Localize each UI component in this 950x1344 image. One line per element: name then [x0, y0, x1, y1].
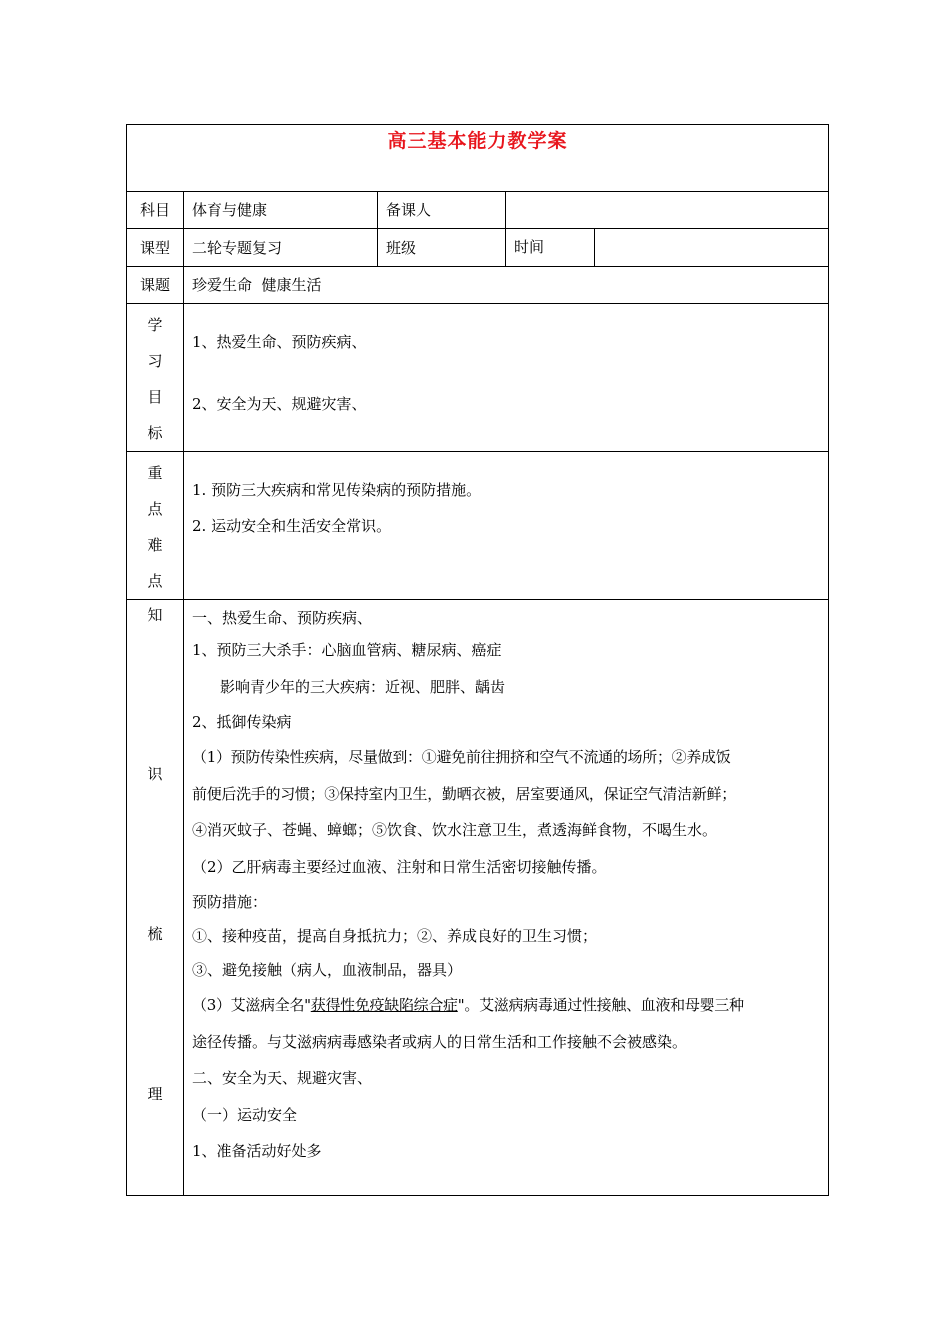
knowledge-line: ①、接种疫苗，提高自身抵抗力；②、养成良好的卫生习惯； [192, 927, 598, 945]
knowledge-line: 1、准备活动好处多 [192, 1142, 322, 1160]
knowledge-line: ③、避免接触（病人，血液制品，器具） [192, 961, 463, 979]
knowledge-line [192, 987, 820, 1024]
knowledge-label-char: 知 [147, 606, 163, 624]
time-split-cell [506, 229, 595, 267]
keypoints-label [127, 452, 184, 600]
knowledge-line: 二、安全为天、规避灾害、 [192, 1069, 373, 1087]
goals-label-char: 标 [147, 424, 163, 442]
topic-label: 课题 [127, 267, 184, 304]
keypoints-label-char: 重 [147, 464, 163, 482]
class-label: 班级 [378, 229, 506, 267]
goals-content [184, 304, 829, 452]
keypoints-label-char: 点 [147, 572, 163, 590]
type-label: 课型 [127, 229, 184, 267]
type-value: 二轮专题复习 [184, 229, 378, 267]
preparer-value [506, 192, 829, 229]
knowledge-label-char: 理 [147, 1085, 163, 1103]
knowledge-label [127, 600, 184, 1196]
aids-full-name: 获得性免疫缺陷综合症 [310, 996, 458, 1014]
knowledge-line: 影响青少年的三大疾病：近视、肥胖、龋齿 [220, 677, 506, 696]
knowledge-line: （一）运动安全 [192, 1105, 298, 1124]
keypoints-label-char: 点 [147, 500, 163, 518]
topic-value: 珍爱生命 健康生活 [184, 267, 829, 304]
goal-item: 1、热爱生命、预防疾病、 [192, 333, 367, 351]
subject-value: 体育与健康 [184, 192, 378, 229]
keypoint-item: 1. 预防三大疾病和常见传染病的预防措施。 [192, 481, 482, 499]
knowledge-line: 1、预防三大杀手：心脑血管病、糖尿病、癌症 [192, 641, 502, 659]
goal-item: 2、安全为天、规避灾害、 [192, 395, 367, 413]
time-value [595, 229, 829, 267]
knowledge-label-char: 梳 [147, 925, 163, 943]
knowledge-content [184, 600, 829, 1196]
page-title: 高三基本能力教学案 [387, 130, 568, 152]
goals-label-char: 学 [147, 316, 163, 334]
knowledge-line: 预防措施： [192, 893, 268, 911]
knowledge-line: ④消灭蚊子、苍蝇、蟑螂；⑤饮食、饮水注意卫生，煮透海鲜食物，不喝生水。 [192, 821, 718, 839]
lesson-plan-table [126, 124, 829, 1196]
knowledge-line: 途径传播。与艾滋病病毒感染者或病人的日常生活和工作接触不会被感染。 [192, 1032, 688, 1051]
knowledge-label-char: 识 [147, 765, 163, 783]
knowledge-line: （2）乙肝病毒主要经过血液、注射和日常生活密切接触传播。 [192, 857, 607, 876]
title-cell [127, 125, 829, 192]
time-label: 时间 [514, 238, 545, 256]
knowledge-line: 2、抵御传染病 [192, 713, 292, 731]
knowledge-line: 一、热爱生命、预防疾病、 [192, 609, 373, 627]
keypoints-content [184, 452, 829, 600]
knowledge-line: （1）预防传染性疾病，尽量做到：①避免前往拥挤和空气不流通的场所；②养成饭 [192, 748, 731, 766]
goals-label [127, 304, 184, 452]
subject-label: 科目 [127, 192, 184, 229]
goals-label-char: 目 [147, 388, 163, 406]
keypoints-label-char: 难 [147, 536, 163, 554]
aids-text-end: "。艾滋病病毒通过性接触、血液和母婴三种 [457, 996, 744, 1014]
keypoint-item: 2. 运动安全和生活安全常识。 [192, 517, 392, 535]
goals-label-char: 习 [147, 352, 163, 370]
knowledge-line: 前便后洗手的习惯；③保持室内卫生，勤晒衣被，居室要通风，保证空气清洁新鲜； [192, 784, 736, 803]
aids-text-start: （3）艾滋病全名" [192, 996, 311, 1014]
preparer-label: 备课人 [378, 192, 506, 229]
